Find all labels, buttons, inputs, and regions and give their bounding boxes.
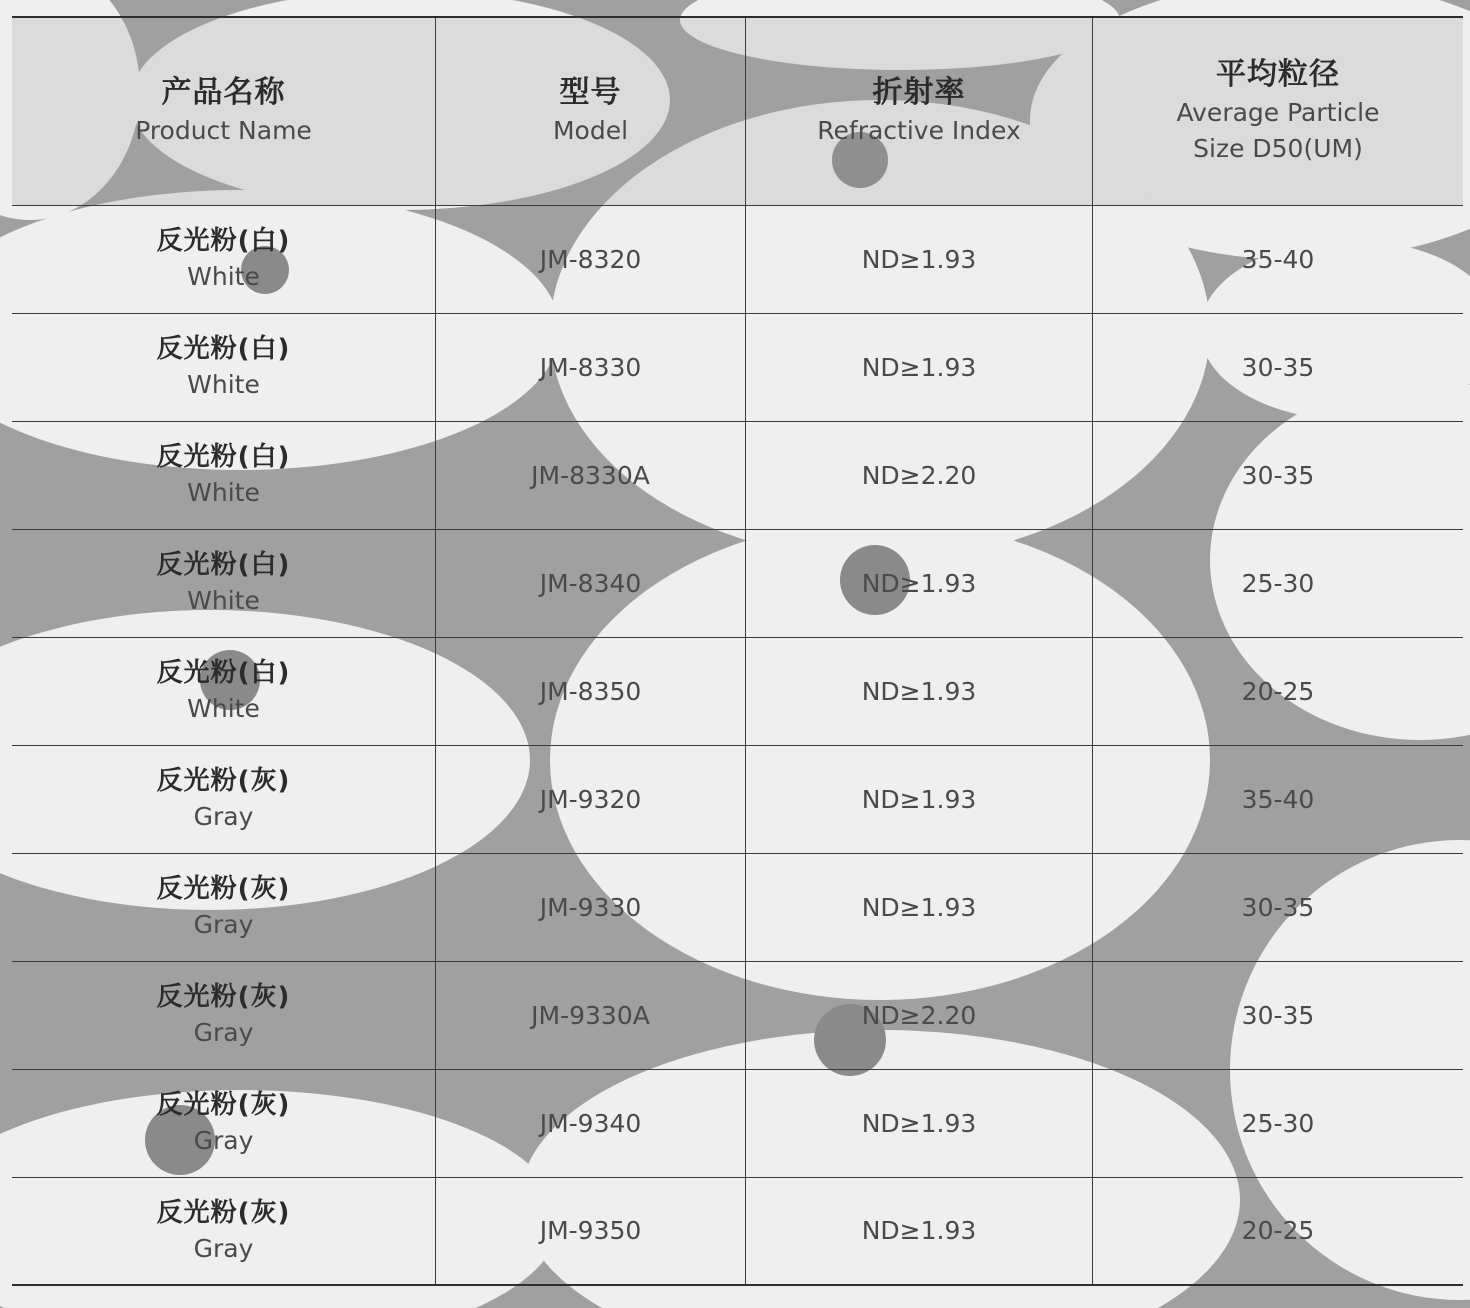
- model-value: JM-9340: [539, 1108, 642, 1138]
- particle-size-value: 35-40: [1241, 244, 1315, 274]
- cell-refractive-index: [746, 529, 1093, 637]
- cell-particle-size: [1093, 637, 1464, 745]
- cell-model: [436, 745, 746, 853]
- cell-model: [436, 1177, 746, 1285]
- product-name-zh: 反光粉(灰): [156, 766, 291, 796]
- refractive-index-value: ND≥1.93: [861, 568, 977, 598]
- header-refractive-index: [746, 17, 1093, 205]
- model-value: JM-8320: [539, 244, 642, 274]
- table-header: [12, 17, 1463, 205]
- header-label-zh: 平均粒径: [1216, 57, 1340, 93]
- cell-particle-size: [1093, 961, 1464, 1069]
- particle-size-value: 30-35: [1241, 1000, 1315, 1030]
- cell-refractive-index: [746, 313, 1093, 421]
- table-row: [12, 853, 1463, 961]
- table-row: [12, 745, 1463, 853]
- particle-size-value: 25-30: [1241, 1108, 1315, 1138]
- header-label-en: Refractive Index: [817, 116, 1021, 146]
- cell-refractive-index: [746, 745, 1093, 853]
- model-value: JM-8330: [539, 352, 642, 382]
- cell-particle-size: [1093, 745, 1464, 853]
- product-name-zh: 反光粉(灰): [156, 1090, 291, 1120]
- particle-size-value: 20-25: [1241, 676, 1315, 706]
- model-value: JM-8350: [539, 676, 642, 706]
- product-name-en: Gray: [193, 802, 254, 831]
- header-model: [436, 17, 746, 205]
- refractive-index-value: ND≥1.93: [861, 1108, 977, 1138]
- product-name-en: White: [187, 478, 260, 507]
- cell-particle-size: [1093, 1177, 1464, 1285]
- cell-particle-size: [1093, 853, 1464, 961]
- cell-product-name: [12, 529, 436, 637]
- product-name-zh: 反光粉(白): [156, 226, 291, 256]
- cell-particle-size: [1093, 313, 1464, 421]
- product-name-zh: 反光粉(白): [156, 334, 291, 364]
- cell-refractive-index: [746, 1069, 1093, 1177]
- product-name-en: White: [187, 370, 260, 399]
- particle-size-value: 30-35: [1241, 352, 1315, 382]
- refractive-index-value: ND≥1.93: [861, 352, 977, 382]
- table-row: [12, 313, 1463, 421]
- cell-refractive-index: [746, 637, 1093, 745]
- particle-size-value: 30-35: [1241, 460, 1315, 490]
- product-name-en: White: [187, 586, 260, 615]
- cell-refractive-index: [746, 421, 1093, 529]
- table-row: [12, 205, 1463, 313]
- product-name-zh: 反光粉(白): [156, 442, 291, 472]
- particle-size-value: 30-35: [1241, 892, 1315, 922]
- cell-model: [436, 1069, 746, 1177]
- header-particle-size: [1093, 17, 1464, 205]
- refractive-index-value: ND≥1.93: [861, 676, 977, 706]
- cell-particle-size: [1093, 421, 1464, 529]
- cell-product-name: [12, 313, 436, 421]
- table-row: [12, 529, 1463, 637]
- product-name-en: Gray: [193, 910, 254, 939]
- table-body: [12, 205, 1463, 1285]
- cell-model: [436, 205, 746, 313]
- cell-product-name: [12, 421, 436, 529]
- product-name-en: Gray: [193, 1018, 254, 1047]
- table-row: [12, 421, 1463, 529]
- model-value: JM-9320: [539, 784, 642, 814]
- cell-product-name: [12, 1177, 436, 1285]
- header-product-name: [12, 17, 436, 205]
- table-row: [12, 961, 1463, 1069]
- product-name-zh: 反光粉(灰): [156, 874, 291, 904]
- header-row: [12, 17, 1463, 205]
- product-name-en: Gray: [193, 1233, 254, 1263]
- cell-product-name: [12, 637, 436, 745]
- cell-model: [436, 637, 746, 745]
- table-row: [12, 1177, 1463, 1285]
- product-name-en: White: [187, 694, 260, 723]
- product-name-zh: 反光粉(灰): [156, 1197, 291, 1228]
- cell-product-name: [12, 961, 436, 1069]
- refractive-index-value: ND≥1.93: [861, 892, 977, 922]
- model-value: JM-8330A: [531, 460, 650, 490]
- table-row: [12, 1069, 1463, 1177]
- header-label-zh: 型号: [559, 75, 622, 111]
- product-name-zh: 反光粉(灰): [156, 982, 291, 1012]
- cell-product-name: [12, 745, 436, 853]
- header-label-en: Product Name: [135, 116, 312, 146]
- header-label-zh: 产品名称: [161, 75, 286, 111]
- cell-product-name: [12, 205, 436, 313]
- cell-model: [436, 961, 746, 1069]
- cell-model: [436, 421, 746, 529]
- header-label-zh: 折射率: [872, 75, 966, 111]
- model-value: JM-9330: [539, 892, 642, 922]
- product-name-zh: 反光粉(白): [156, 658, 291, 688]
- model-value: JM-9330A: [531, 1000, 650, 1030]
- cell-product-name: [12, 1069, 436, 1177]
- cell-particle-size: [1093, 529, 1464, 637]
- product-name-en: White: [187, 262, 260, 291]
- refractive-index-value: ND≥2.20: [861, 460, 977, 490]
- model-value: JM-8340: [539, 568, 642, 598]
- cell-particle-size: [1093, 1069, 1464, 1177]
- refractive-index-value: ND≥1.93: [861, 784, 977, 814]
- refractive-index-value: ND≥1.93: [861, 244, 977, 274]
- refractive-index-value: ND≥2.20: [861, 1000, 977, 1030]
- model-value: JM-9350: [539, 1216, 642, 1246]
- refractive-index-value: ND≥1.93: [861, 1216, 977, 1246]
- cell-refractive-index: [746, 853, 1093, 961]
- cell-product-name: [12, 853, 436, 961]
- cell-refractive-index: [746, 961, 1093, 1069]
- product-name-zh: 反光粉(白): [156, 550, 291, 580]
- cell-model: [436, 529, 746, 637]
- particle-size-value: 25-30: [1241, 568, 1315, 598]
- particle-size-value: 35-40: [1241, 784, 1315, 814]
- cell-model: [436, 313, 746, 421]
- particle-size-value: 20-25: [1241, 1216, 1315, 1246]
- header-label-en: Average Particle Size D50(UM): [1176, 98, 1380, 164]
- product-spec-table: [12, 16, 1463, 1286]
- cell-particle-size: [1093, 205, 1464, 313]
- header-label-en: Model: [552, 116, 629, 146]
- table-row: [12, 637, 1463, 745]
- product-name-en: Gray: [193, 1126, 254, 1155]
- spec-table-container: [12, 16, 1460, 1286]
- cell-refractive-index: [746, 205, 1093, 313]
- cell-refractive-index: [746, 1177, 1093, 1285]
- cell-model: [436, 853, 746, 961]
